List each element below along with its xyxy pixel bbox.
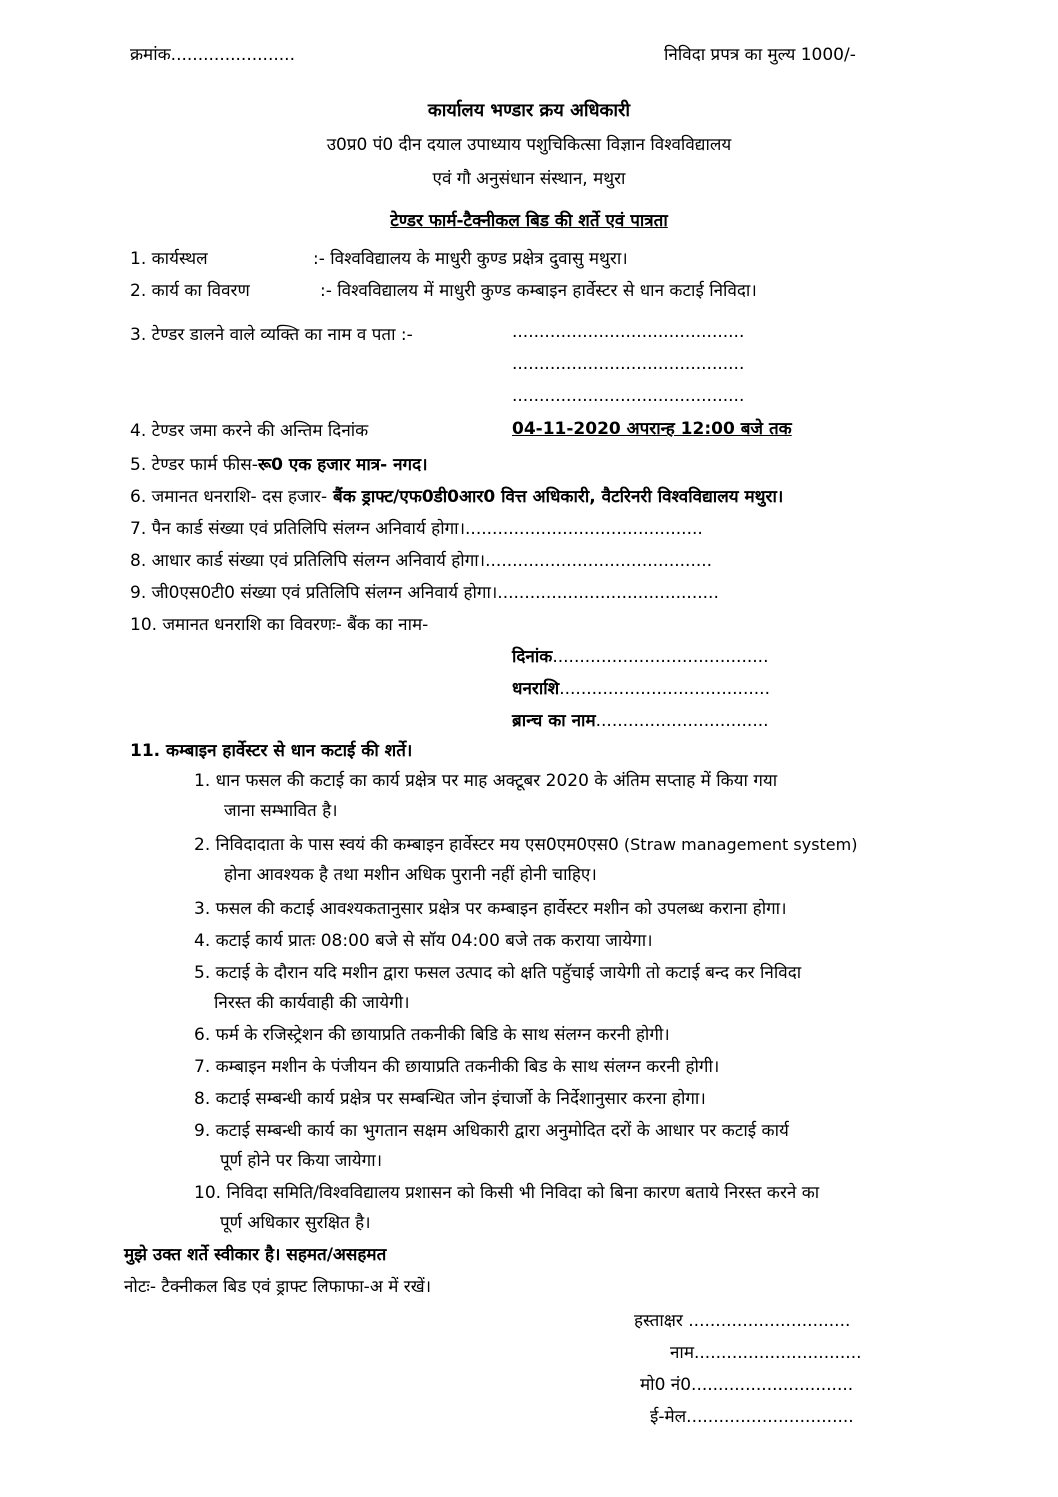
- tender-fee-label: 5. टेण्डर फार्म फीस-: [130, 455, 258, 475]
- security-deposit: [130, 484, 783, 507]
- form-price: निविदा प्रपत्र का मुल्य 1000/-: [664, 45, 856, 65]
- deposit-date-field: [512, 644, 768, 667]
- signature-field: हस्ताक्षर ..............................: [634, 1311, 851, 1331]
- condition-1-line-1: 1. धान फसल की कटाई का कार्य प्रक्षेत्र पर माह अक्टूबर 2020 के अंतिम सप्ताह में किया गया: [194, 771, 778, 791]
- condition-9-line-1: 9. कटाई सम्बन्धी कार्य का भुगतान सक्षम अधिकारी द्वारा अनुमोदित दरों के आधार पर कटाई कार्य: [194, 1121, 789, 1141]
- condition-5-line-2: निरस्त की कार्यवाही की जायेगी।: [214, 993, 410, 1013]
- email-field: ई-मेल...............................: [650, 1407, 854, 1427]
- deposit-amount-dots: .......................................: [559, 679, 770, 699]
- gst-field: 9. जी0एस0टी0 संख्या एवं प्रतिलिपि संलग्न अनिवार्य होगा।.........................................: [130, 583, 719, 603]
- condition-5-line-1: 5. कटाई के दौरान यदि मशीन द्वारा फसल उत्पाद को क्षति पहुॅचाई जायेगी तो कटाई बन्द कर निविदा: [194, 963, 802, 983]
- work-description-label: 2. कार्य का विवरण: [130, 281, 250, 301]
- deposit-date-dots: ........................................: [552, 647, 769, 667]
- branch-name-dots: ................................: [595, 711, 769, 731]
- condition-8: 8. कटाई सम्बन्धी कार्य प्रक्षेत्र पर सम्बन्धित जोन इंचार्जो के निर्देशानुसार करना होगा।: [194, 1089, 706, 1109]
- acceptance-statement: मुझे उक्त शर्ते स्वीकार है। सहमत/असहमत: [124, 1245, 387, 1265]
- note: नोटः- टैक्नीकल बिड एवं ड्राफ्ट लिफाफा-अ में रखें।: [124, 1277, 432, 1297]
- deposit-amount-label: धनराशि: [512, 679, 560, 699]
- aadhaar-card-field: 8. आधार कार्ड संख्या एवं प्रतिलिपि संलग्न अनिवार्य होगा।..........................................: [130, 551, 713, 571]
- workplace-label: 1. कार्यस्थल: [130, 249, 208, 269]
- conditions-heading: 11. कम्बाइन हार्वेस्टर से धान कटाई की शर्ते।: [130, 741, 413, 761]
- deposit-date-label: दिनांक: [512, 647, 553, 667]
- condition-4: 4. कटाई कार्य प्रातः 08:00 बजे से सॉय 04:00 बजे तक कराया जायेगा।: [194, 931, 653, 951]
- name-field: नाम...............................: [670, 1343, 862, 1363]
- branch-name-label: ब्रान्च का नाम: [512, 711, 596, 731]
- security-deposit-value: बैंक ड्राफ्ट/एफ0डी0आर0 वित्त अधिकारी, वैटरिनरी विश्वविद्यालय मथुरा।: [327, 487, 784, 507]
- security-deposit-label: 6. जमानत धनराशि- दस हजार-: [130, 487, 328, 507]
- last-date-value: 04-11-2020 अपरान्ह 12:00 बजे तक: [512, 419, 792, 439]
- reference-number: क्रमांक.......................: [130, 45, 295, 65]
- university-address: एवं गौ अनुसंधान संस्थान, मथुरा: [432, 169, 626, 189]
- deposit-details-label: 10. जमानत धनराशि का विवरणः- बैंक का नाम-: [130, 615, 429, 635]
- branch-name-field: [512, 708, 769, 731]
- condition-2-line-1: [194, 832, 857, 855]
- work-description-value: :- विश्वविद्यालय में माधुरी कुण्ड कम्बाइन हार्वेस्टर से धान कटाई निविदा।: [320, 281, 757, 301]
- university-name: उ0प्र0 पं0 दीन दयाल उपाध्याय पशुचिकित्सा विज्ञान विश्वविद्यालय: [326, 135, 732, 155]
- workplace-value: :- विश्वविद्यालय के माधुरी कुण्ड प्रक्षेत्र दुवासु मथुरा।: [313, 249, 628, 269]
- condition-1-line-2: जाना सम्भावित है।: [224, 801, 338, 821]
- pan-card-field: 7. पैन कार्ड संख्या एवं प्रतिलिपि संलग्न अनिवार्य होगा।............................................: [130, 519, 703, 539]
- bidder-address-line-2: ...........................................: [512, 354, 745, 374]
- condition-6: 6. फर्म के रजिस्ट्रेशन की छायाप्रति तकनीकी बिडि के साथ संलग्न करनी होगी।: [194, 1025, 670, 1045]
- office-title: कार्यालय भण्डार क्रय अधिकारी: [427, 100, 631, 121]
- mobile-field: मो0 नं0..............................: [640, 1375, 854, 1395]
- condition-3: 3. फसल की कटाई आवश्यकतानुसार प्रक्षेत्र पर कम्बाइन हार्वेस्टर मशीन को उपलब्ध कराना होगा।: [194, 899, 787, 919]
- form-heading: टेण्डर फार्म-टैक्नीकल बिड की शर्ते एवं पात्रता: [390, 211, 668, 231]
- condition-2-line-2: होना आवश्यक है तथा मशीन अधिक पुरानी नहीं होनी चाहिए।: [224, 865, 597, 885]
- bidder-address-line-1: ...........................................: [512, 322, 745, 342]
- tender-fee-value: रू0 एक हजार मात्र- नगद।: [257, 455, 428, 475]
- condition-10-line-1: 10. निविदा समिति/विश्वविद्यालय प्रशासन को किसी भी निविदा को बिना कारण बताये निरस्त करने का: [194, 1183, 820, 1203]
- condition-10-line-2: पूर्ण अधिकार सुरक्षित है।: [220, 1213, 371, 1233]
- condition-2-text: 2. निविदादाता के पास स्वयं की कम्बाइन हार्वेस्टर मय एस0एम0एस0: [194, 835, 619, 855]
- bidder-name-address-label: 3. टेण्डर डालने वाले व्यक्ति का नाम व पता :-: [130, 325, 413, 345]
- condition-7: 7. कम्बाइन मशीन के पंजीयन की छायाप्रति तकनीकी बिड के साथ संलग्न करनी होगी।: [194, 1057, 720, 1077]
- tender-fee: [130, 452, 428, 475]
- last-date-label: 4. टेण्डर जमा करने की अन्तिम दिनांक: [130, 421, 369, 441]
- deposit-amount-field: [512, 676, 770, 699]
- condition-9-line-2: पूर्ण होने पर किया जायेगा।: [220, 1151, 383, 1171]
- condition-2-english: (Straw management system): [618, 835, 858, 854]
- bidder-address-line-3: ...........................................: [512, 386, 745, 406]
